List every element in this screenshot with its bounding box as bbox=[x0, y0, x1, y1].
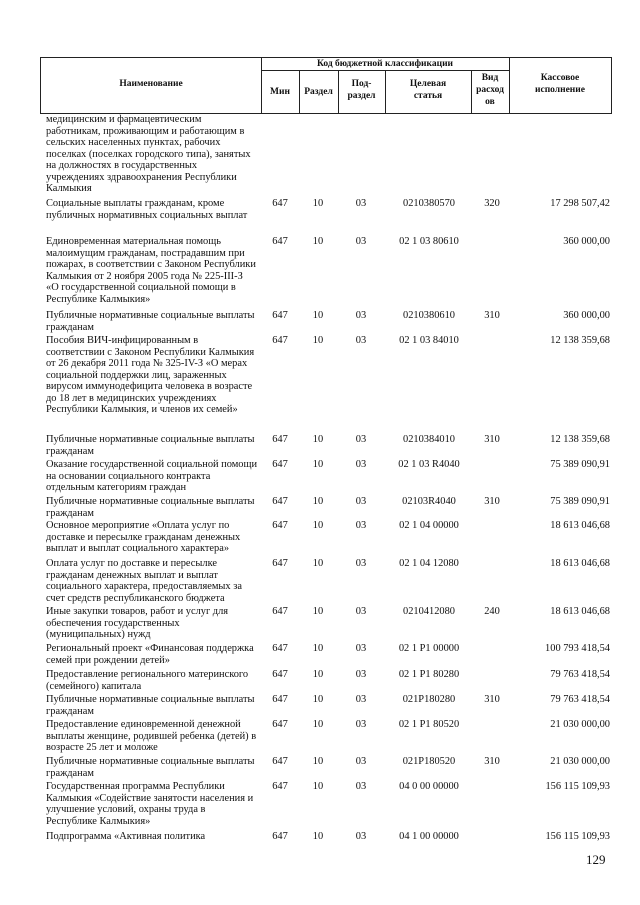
row-podrazdel: 03 bbox=[355, 831, 367, 842]
row-razdel: 10 bbox=[312, 558, 324, 569]
row-name: Публичные нормативные социальные выплаты гражданам bbox=[46, 756, 255, 779]
row-min: 647 bbox=[272, 719, 288, 730]
row-name: Иные закупки товаров, работ и услуг для обеспечения государственных (муниципальных) нужд bbox=[46, 606, 229, 640]
row-min: 647 bbox=[272, 198, 288, 209]
row-statya: 02103R4040 bbox=[402, 496, 456, 507]
row-podrazdel: 03 bbox=[355, 459, 367, 470]
row-razdel: 10 bbox=[312, 520, 324, 531]
row-amount: 17 298 507,42 bbox=[550, 198, 610, 209]
row-amount: 100 793 418,54 bbox=[545, 643, 610, 654]
row-name: Публичные нормативные социальные выплаты гражданам bbox=[46, 310, 255, 333]
row-razdel: 10 bbox=[312, 781, 324, 792]
row-podrazdel: 03 bbox=[355, 558, 367, 569]
row-razdel: 10 bbox=[312, 643, 324, 654]
row-amount: 79 763 418,54 bbox=[550, 669, 610, 680]
row-vid: 240 bbox=[484, 606, 500, 617]
row-name: Основное мероприятие «Оплата услуг по доставке и пересылке гражданам денежных выплат и выплат социального характера» bbox=[46, 520, 241, 554]
row-podrazdel: 03 bbox=[355, 606, 367, 617]
row-razdel: 10 bbox=[312, 335, 324, 346]
row-name: Оплата услуг по доставке и пересылке гражданам денежных выплат и выплат социального характера, предоставляемых за счет средств республиканского бюджета bbox=[46, 558, 242, 604]
row-name: Публичные нормативные социальные выплаты гражданам bbox=[46, 434, 255, 457]
row-podrazdel: 03 bbox=[355, 198, 367, 209]
row-statya: 0210380570 bbox=[403, 198, 455, 209]
row-name: Пособия ВИЧ-инфицированным в соответствии с Законом Республики Калмыкия от 26 декабря 2011 года № 325-IV-З «О мерах социальной поддержки лиц, зараженных вирусом иммунодефицита человека в возрасте до 18 лет в медицинских учреждениях Республики Калмыкия, и членов их семей» bbox=[46, 335, 255, 415]
row-min: 647 bbox=[272, 606, 288, 617]
row-min: 647 bbox=[272, 459, 288, 470]
row-podrazdel: 03 bbox=[355, 669, 367, 680]
row-min: 647 bbox=[272, 643, 288, 654]
row-name: Предоставление единовременной денежной выплаты женщине, родившей ребенка (детей) в возрасте 25 лет и моложе bbox=[46, 719, 257, 753]
row-amount: 79 763 418,54 bbox=[550, 694, 610, 705]
row-name: Оказание государственной социальной помощи на основании социального контракта отдельным категориям граждан bbox=[46, 459, 258, 493]
header-amount: Кассовое исполнение bbox=[535, 73, 585, 95]
header-statya: Целевая статья bbox=[409, 79, 447, 101]
row-name: Подпрограмма «Активная политика bbox=[46, 831, 206, 842]
row-vid: 310 bbox=[484, 756, 500, 767]
row-podrazdel: 03 bbox=[355, 719, 367, 730]
row-podrazdel: 03 bbox=[355, 643, 367, 654]
row-amount: 21 030 000,00 bbox=[550, 756, 610, 767]
row-razdel: 10 bbox=[312, 236, 324, 247]
header-podrazdel: Под- раздел bbox=[347, 79, 376, 101]
row-statya: 02 1 P1 00000 bbox=[398, 643, 460, 654]
row-amount: 75 389 090,91 bbox=[550, 496, 610, 507]
row-podrazdel: 03 bbox=[355, 520, 367, 531]
row-min: 647 bbox=[272, 335, 288, 346]
header-min: Мин bbox=[270, 87, 290, 97]
row-vid: 310 bbox=[484, 694, 500, 705]
header-name: Наименование bbox=[119, 79, 183, 89]
row-razdel: 10 bbox=[312, 459, 324, 470]
row-name: Региональный проект «Финансовая поддержка семей при рождении детей» bbox=[46, 643, 254, 666]
row-statya: 02 1 03 84010 bbox=[399, 335, 459, 346]
row-razdel: 10 bbox=[312, 310, 324, 321]
row-podrazdel: 03 bbox=[355, 781, 367, 792]
table-header bbox=[40, 57, 612, 114]
row-podrazdel: 03 bbox=[355, 694, 367, 705]
header-code-group: Код бюджетной классификации bbox=[316, 59, 454, 69]
row-min: 647 bbox=[272, 781, 288, 792]
row-min: 647 bbox=[272, 558, 288, 569]
row-min: 647 bbox=[272, 520, 288, 531]
row-razdel: 10 bbox=[312, 719, 324, 730]
row-amount: 156 115 109,93 bbox=[545, 831, 610, 842]
row-name: Публичные нормативные социальные выплаты гражданам bbox=[46, 496, 255, 519]
row-statya: 02 1 03 80610 bbox=[399, 236, 459, 247]
row-amount: 360 000,00 bbox=[563, 236, 610, 247]
row-podrazdel: 03 bbox=[355, 496, 367, 507]
row-min: 647 bbox=[272, 496, 288, 507]
row-amount: 12 138 359,68 bbox=[550, 335, 610, 346]
row-statya: 04 0 00 00000 bbox=[399, 781, 459, 792]
row-statya: 021P180280 bbox=[402, 694, 456, 705]
row-vid: 320 bbox=[484, 198, 500, 209]
row-amount: 18 613 046,68 bbox=[550, 520, 610, 531]
row-amount: 18 613 046,68 bbox=[550, 558, 610, 569]
row-name: Государственная программа Республики Калмыкия «Содействие занятости населения и улучшение условий, охраны труда в Республике Калмыкия» bbox=[46, 781, 254, 827]
row-name: Социальные выплаты гражданам, кроме публичных нормативных социальных выплат bbox=[46, 198, 248, 221]
row-amount: 75 389 090,91 bbox=[550, 459, 610, 470]
row-min: 647 bbox=[272, 694, 288, 705]
row-podrazdel: 03 bbox=[355, 310, 367, 321]
row-vid: 310 bbox=[484, 434, 500, 445]
row-min: 647 bbox=[272, 756, 288, 767]
row-razdel: 10 bbox=[312, 756, 324, 767]
row-statya: 02 1 P1 80520 bbox=[398, 719, 460, 730]
row-statya: 02 1 P1 80280 bbox=[398, 669, 460, 680]
row-amount: 156 115 109,93 bbox=[545, 781, 610, 792]
row-min: 647 bbox=[272, 669, 288, 680]
row-amount: 18 613 046,68 bbox=[550, 606, 610, 617]
row-name: медицинским и фармацевтическим работникам, проживающим и работающим в сельских населенных пунктах, рабочих поселках (поселках городского типа), занятых на должностях в государственных учреждениях здравоохранения Республики Калмыкия bbox=[46, 114, 251, 194]
row-vid: 310 bbox=[484, 310, 500, 321]
row-podrazdel: 03 bbox=[355, 434, 367, 445]
row-min: 647 bbox=[272, 236, 288, 247]
page-number: 129 bbox=[586, 852, 606, 867]
row-razdel: 10 bbox=[312, 434, 324, 445]
row-amount: 21 030 000,00 bbox=[550, 719, 610, 730]
row-amount: 360 000,00 bbox=[563, 310, 610, 321]
row-statya: 0210412080 bbox=[403, 606, 455, 617]
row-razdel: 10 bbox=[312, 831, 324, 842]
row-name: Единовременная материальная помощь малоимущим гражданам, пострадавшим при пожарах, в соответствии с Законом Республики Калмыкия от 2 ноября 2005 года № 225-III-З «О государственной социальной помощи в Республике Калмыкия» bbox=[46, 236, 256, 305]
row-statya: 04 1 00 00000 bbox=[399, 831, 459, 842]
row-statya: 02 1 03 R4040 bbox=[398, 459, 460, 470]
row-statya: 02 1 04 12080 bbox=[399, 558, 459, 569]
header-razdel: Раздел bbox=[304, 87, 333, 97]
row-min: 647 bbox=[272, 310, 288, 321]
row-podrazdel: 03 bbox=[355, 756, 367, 767]
row-amount: 12 138 359,68 bbox=[550, 434, 610, 445]
row-razdel: 10 bbox=[312, 496, 324, 507]
row-podrazdel: 03 bbox=[355, 335, 367, 346]
row-statya: 02 1 04 00000 bbox=[399, 520, 459, 531]
row-statya: 0210384010 bbox=[403, 434, 455, 445]
row-razdel: 10 bbox=[312, 694, 324, 705]
header-vid: Вид расход ов bbox=[476, 73, 504, 107]
row-statya: 021P180520 bbox=[402, 756, 456, 767]
row-min: 647 bbox=[272, 434, 288, 445]
row-statya: 0210380610 bbox=[403, 310, 455, 321]
row-min: 647 bbox=[272, 831, 288, 842]
row-razdel: 10 bbox=[312, 606, 324, 617]
row-name: Предоставление регионального материнского (семейного) капитала bbox=[46, 669, 249, 692]
row-razdel: 10 bbox=[312, 198, 324, 209]
row-podrazdel: 03 bbox=[355, 236, 367, 247]
row-razdel: 10 bbox=[312, 669, 324, 680]
row-vid: 310 bbox=[484, 496, 500, 507]
row-name: Публичные нормативные социальные выплаты гражданам bbox=[46, 694, 255, 717]
